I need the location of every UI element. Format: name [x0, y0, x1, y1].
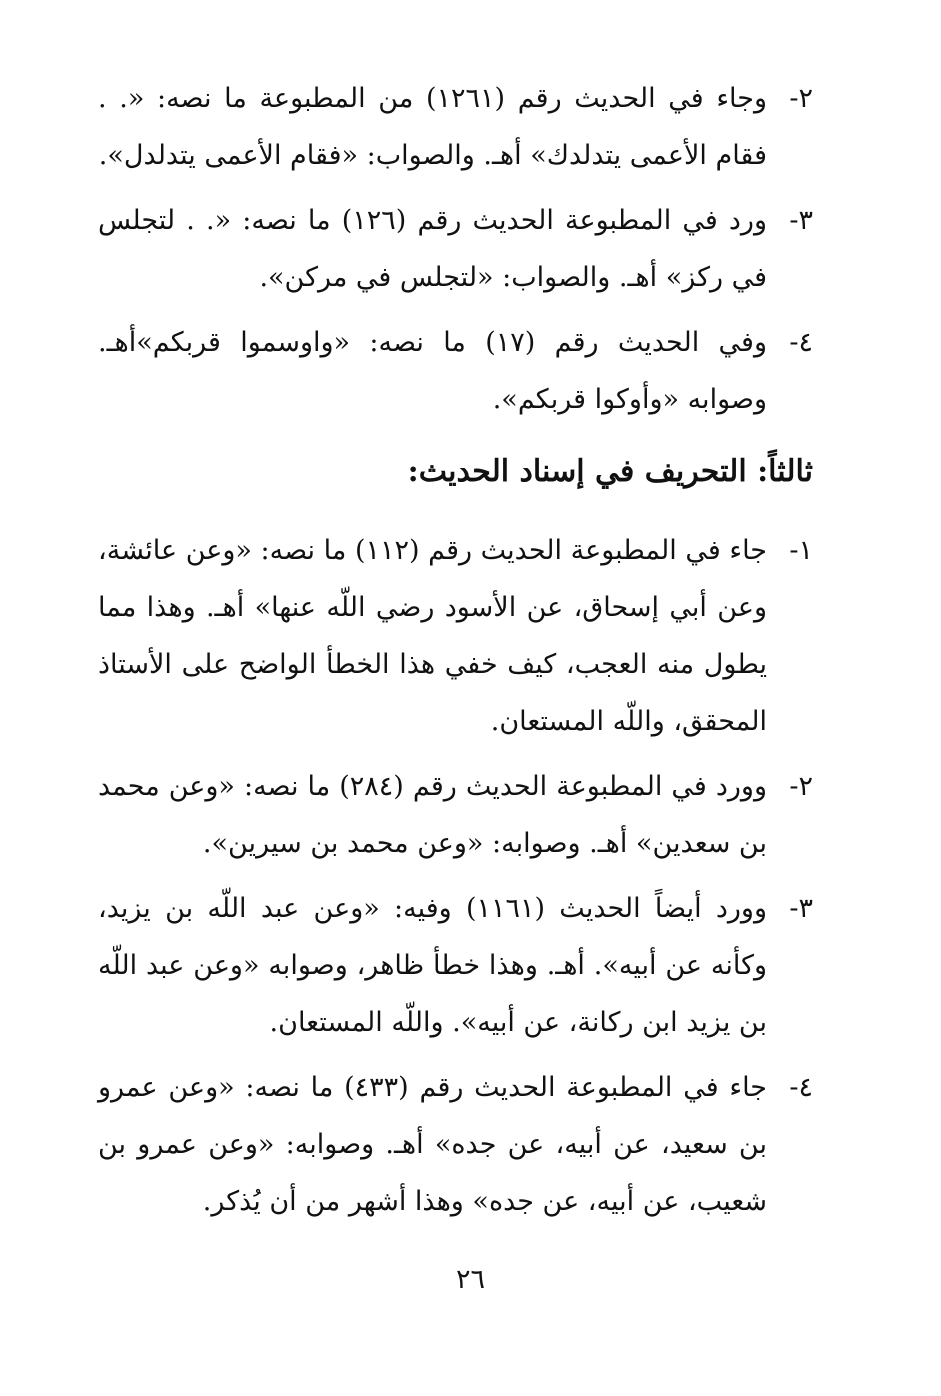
item-text: ورد في المطبوعة الحديث رقم (١٢٦) ما نصه: «. . لتجلس في ركز» أهـ. والصواب: «لتجلس في مركن».: [98, 205, 767, 293]
page-body: [98, 70, 813, 1238]
item-text: وورد في المطبوعة الحديث رقم (٢٨٤) ما نصه: «وعن محمد بن سعدين» أهـ. وصوابه: «وعن محمد بن سيرين».: [98, 771, 768, 859]
item-text: وجاء في الحديث رقم (١٢٦١) من المطبوعة ما نصه: «. . فقام الأعمى يتدلدك» أهـ. والصواب: «فقام الأعمى يتدلدل».: [98, 83, 767, 171]
item-number: ٤-: [789, 1072, 813, 1103]
item-text: جاء في المطبوعة الحديث رقم (٤٣٣) ما نصه: «وعن عمرو بن سعيد، عن أبيه، عن جده» أهـ. وصوابه: «وعن عمرو بن شعيب، عن أبيه، عن جده» وهذا أشهر من أن يُذكر.: [98, 1072, 767, 1217]
section-2-items: [98, 70, 813, 428]
list-item: [98, 758, 813, 872]
item-number: ١-: [789, 535, 813, 566]
list-item: [98, 192, 813, 306]
item-number: ٤-: [789, 327, 813, 358]
list-item: [98, 522, 813, 750]
item-text: وورد أيضاً الحديث (١١٦١) وفيه: «وعن عبد اللّه بن يزيد، وكأنه عن أبيه». أهـ. وهذا خطأ ظاهر، وصوابه «وعن عبد اللّه بن يزيد ابن ركانة، عن أبيه». واللّه المستعان.: [98, 893, 767, 1038]
item-number: ٣-: [789, 205, 813, 236]
item-text: جاء في المطبوعة الحديث رقم (١١٢) ما نصه: «وعن عائشة، وعن أبي إسحاق، عن الأسود رضي اللّه عنها» أهـ. وهذا مما يطول منه العجب، كيف خفي هذا الخطأ الواضح على الأستاذ المحقق، واللّه المستعان.: [98, 535, 767, 737]
item-number: ٣-: [789, 893, 813, 924]
section-heading: ثالثاً: التحريف في إسناد الحديث:: [407, 454, 813, 489]
list-item: [98, 314, 813, 428]
item-text: وفي الحديث رقم (١٧) ما نصه: «واوسموا قربكم»أهـ. وصوابه «وأوكوا قربكم».: [98, 327, 767, 415]
list-item: [98, 1059, 813, 1230]
page-number: ٢٦: [455, 1264, 485, 1295]
list-item: [98, 70, 813, 184]
list-item: [98, 880, 813, 1051]
section-3-items: [98, 522, 813, 1230]
item-number: ٢-: [789, 83, 813, 114]
item-number: ٢-: [789, 771, 813, 802]
